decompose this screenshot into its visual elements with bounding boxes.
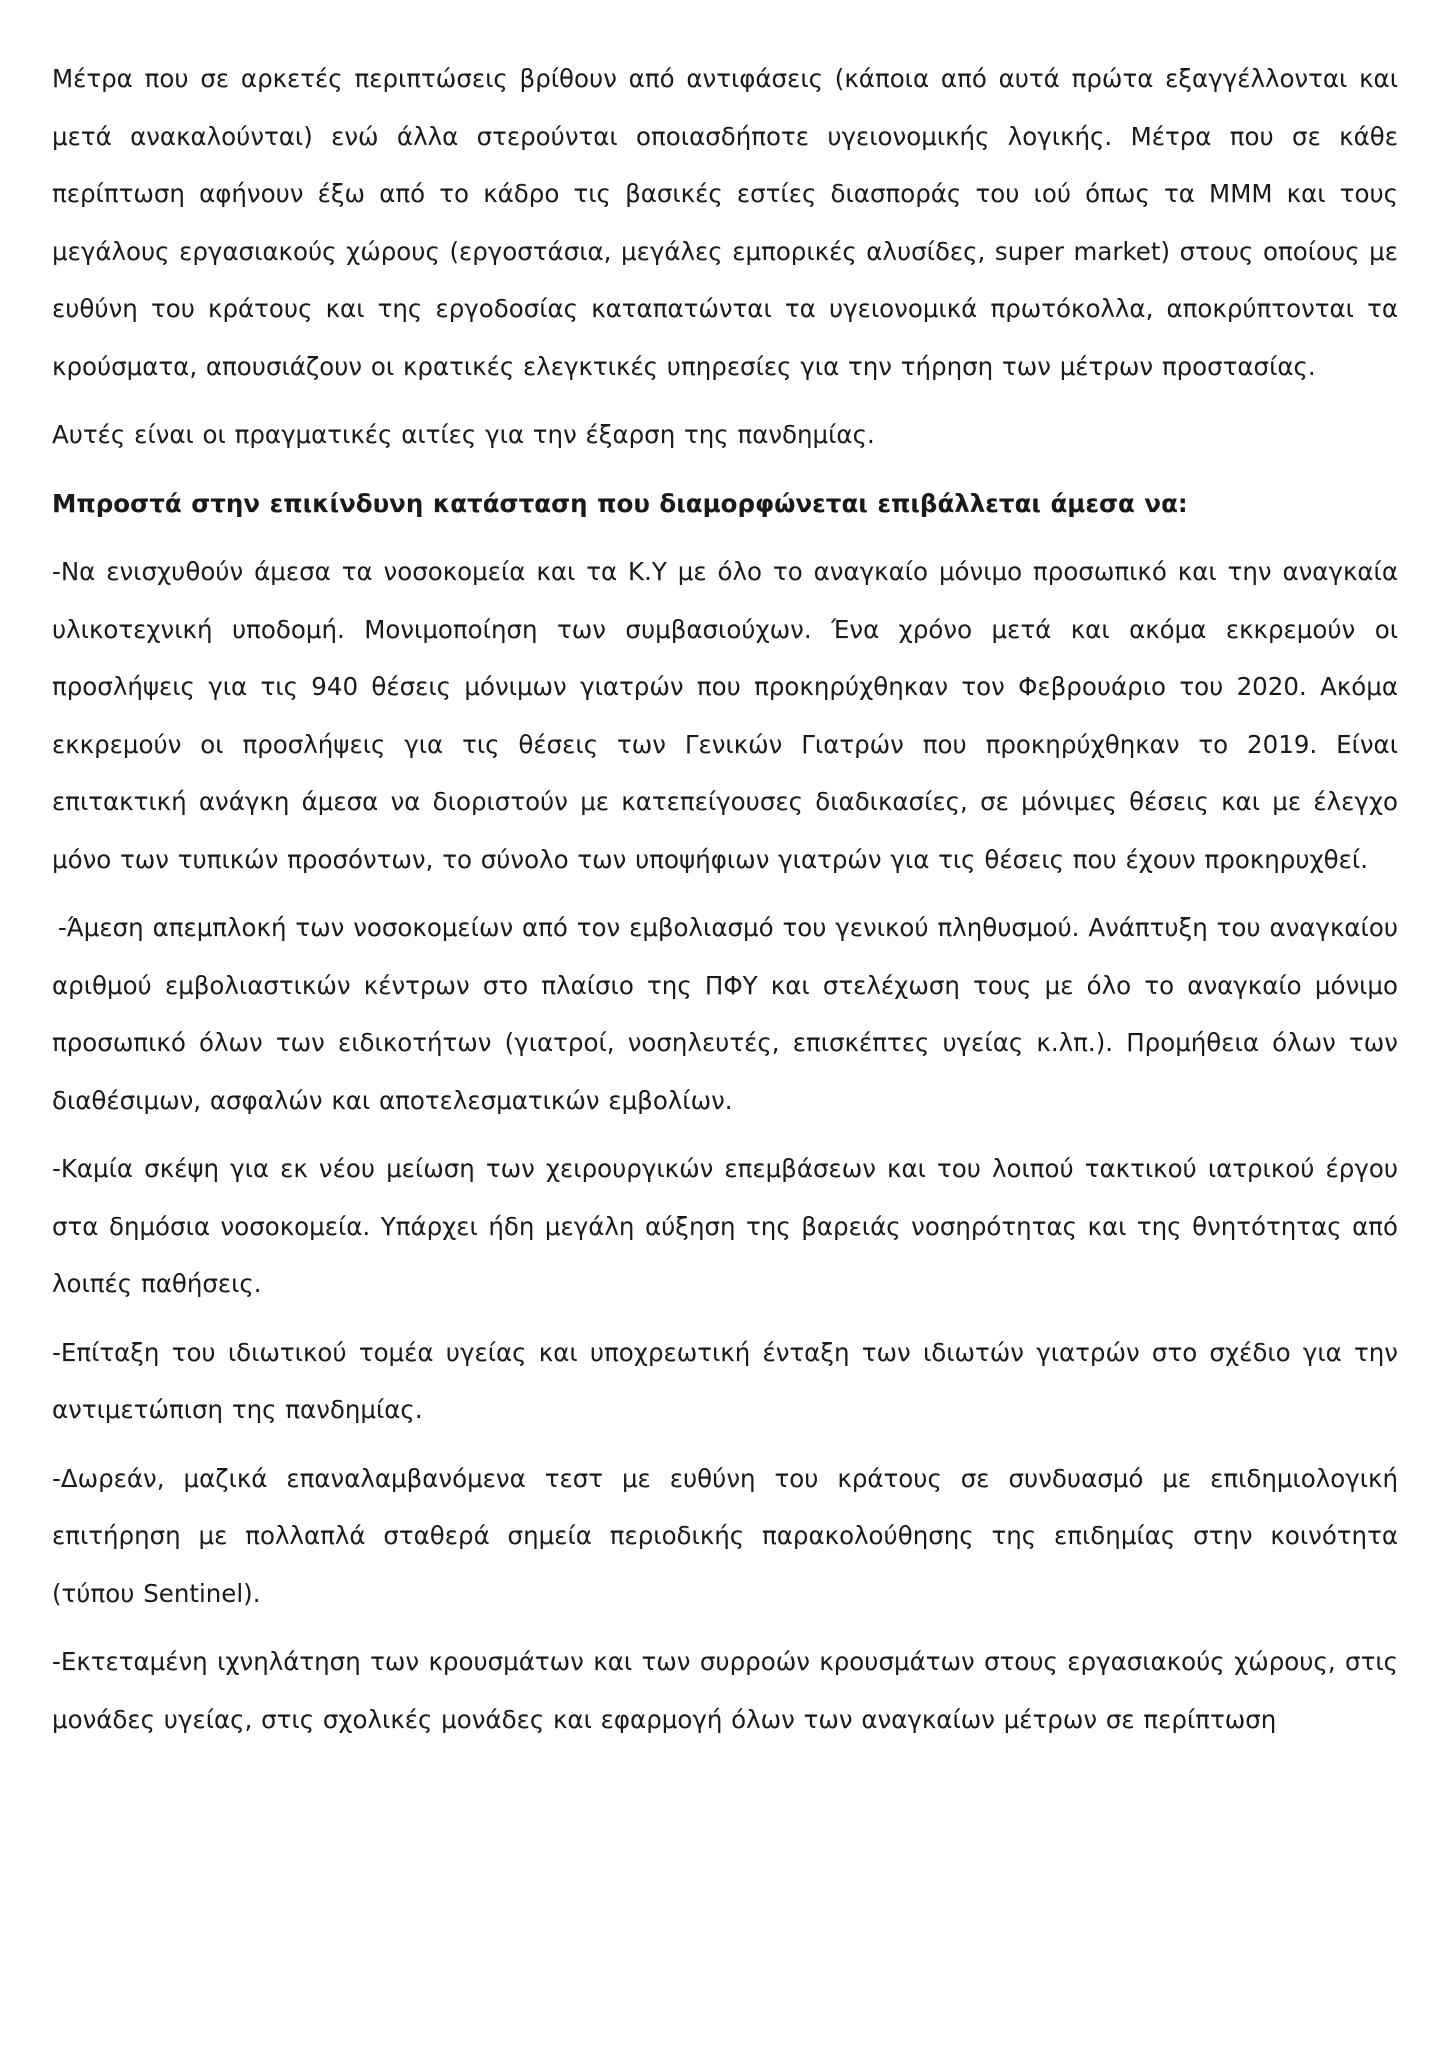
document-page <box>52 50 1398 1759</box>
paragraph-hospital-staffing: -Να ενισχυθούν άμεσα τα νοσοκομεία και τα Κ.Υ με όλο το αναγκαίο μόνιμο προσωπικό και την αναγκαία υλικοτεχνική υποδομή. Μονιμοποίηση των συμβασιούχων. Ένα χρόνο μετά και ακόμα εκκρεμούν οι προσλήψεις για τις 940 θέσεις μόνιμων γιατρών που προκηρύχθηκαν τον Φεβρουάριο του 2020. Ακόμα εκκρεμούν οι προσλήψεις για τις θέσεις των Γενικών Γιατρών που προκηρύχθηκαν το 2019. Είναι επιτακτική ανάγκη άμεσα να διοριστούν με κατεπείγουσες διαδικασίες, σε μόνιμες θέσεις και με έλεγχο μόνο των τυπικών προσόντων, το σύνολο των υποψήφιων γιατρών για τις θέσεις που έχουν προκηρυχθεί. <box>52 557 1398 874</box>
paragraph-contact-tracing: -Εκτεταμένη ιχνηλάτηση των κρουσμάτων και των συρροών κρουσμάτων στους εργασιακούς χώρους, στις μονάδες υγείας, στις σχολικές μονάδες και εφαρμογή όλων των αναγκαίων μέτρων σε περίπτωση <box>52 1647 1398 1734</box>
paragraph-surgeries: -Καμία σκέψη για εκ νέου μείωση των χειρουργικών επεμβάσεων και του λοιπού τακτικού ιατρικού έργου στα δημόσια νοσοκομεία. Υπάρχει ήδη μεγάλη αύξηση της βαρειάς νοσηρότητας και της θνητότητας από λοιπές παθήσεις. <box>52 1154 1398 1298</box>
paragraph-heading-demands: Μπροστά στην επικίνδυνη κατάσταση που διαμορφώνεται επιβάλλεται άμεσα να: <box>52 488 1188 518</box>
paragraph-free-tests: -Δωρεάν, μαζικά επαναλαμβανόμενα τεστ με ευθύνη του κράτους σε συνδυασμό με επιδημιολογική επιτήρηση με πολλαπλά σταθερά σημεία περιοδικής παρακολούθησης της επιδημίας στην κοινότητα (τύπου Sentinel). <box>52 1463 1398 1608</box>
paragraph-private-sector: -Επίταξη του ιδιωτικού τομέα υγείας και υποχρεωτική ένταξη των ιδιωτών γιατρών στο σχέδιο για την αντιμετώπιση της πανδημίας. <box>52 1337 1398 1424</box>
paragraph-measures-contradictions: Μέτρα που σε αρκετές περιπτώσεις βρίθουν από αντιφάσεις (κάποια από αυτά πρώτα εξαγγέλλονται και μετά ανακαλούνται) ενώ άλλα στερούνται οποιασδήποτε υγειονομικής λογικής. Μέτρα που σε κάθε περίπτωση αφήνουν έξω από το κάδρο τις βασικές εστίες διασποράς του ιού όπως τα ΜΜΜ και τους μεγάλους εργασιακούς χώρους (εργοστάσια, μεγάλες εμπορικές αλυσίδες, super market) στους οποίους με ευθύνη του κράτους και της εργοδοσίας καταπατώνται τα υγειονομικά πρωτόκολλα, αποκρύπτονται τα κρούσματα, απουσιάζουν οι κρατικές ελεγκτικές υπηρεσίες για την τήρηση των μέτρων προστασίας. <box>52 64 1398 381</box>
paragraph-real-causes: Αυτές είναι οι πραγματικές αιτίες για την έξαρση της πανδημίας. <box>52 420 875 449</box>
paragraph-vaccination-centers: -Άμεση απεμπλοκή των νοσοκομείων από τον εμβολιασμό του γενικού πληθυσμού. Ανάπτυξη του αναγκαίου αριθμού εμβολιαστικών κέντρων στο πλαίσιο της ΠΦΥ και στελέχωση τους με όλο το αναγκαίο μόνιμο προσωπικό όλων των ειδικοτήτων (γιατροί, νοσηλευτές, επισκέπτες υγείας κ.λπ.). Προμήθεια όλων των διαθέσιμων, ασφαλών και αποτελεσματικών εμβολίων. <box>52 913 1398 1115</box>
